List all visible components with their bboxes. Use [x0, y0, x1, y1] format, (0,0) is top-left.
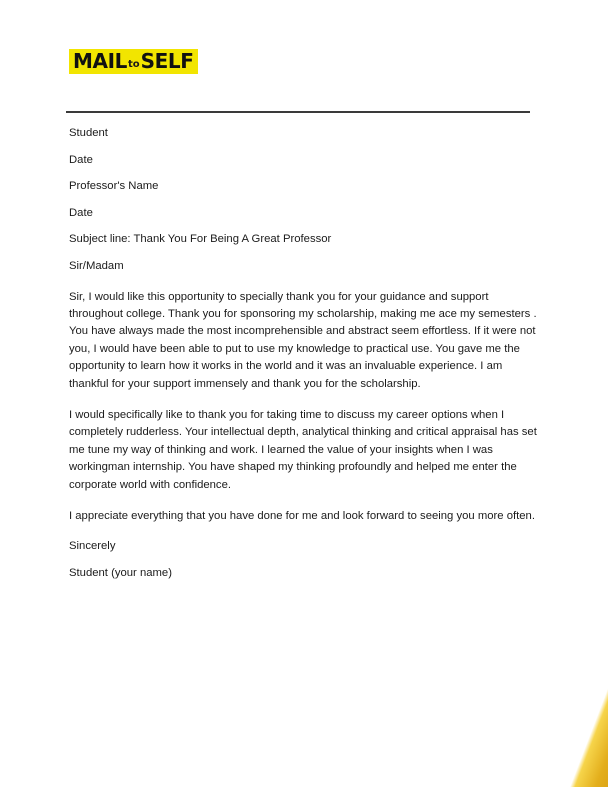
brand-word-self: SELF	[140, 48, 194, 73]
brand-logo	[69, 49, 198, 73]
gold-wedge-shape	[555, 677, 608, 787]
letter-recipient-date: Date	[69, 206, 93, 219]
letter-subject-line: Subject line: Thank You For Being A Great Professor	[69, 233, 332, 245]
letter-sender: Student	[69, 127, 108, 139]
letter-paragraph-2: I would specifically like to thank you for taking time to discuss my career options when I completely rudderless. Your intellectual depth, analytical thinking and critical appraisal has set me tune my way of thinking and work. I learned the value of your insights when I was workingman internship. You have shaped my thinking profoundly and helped me enter the corporate world with confidence.	[69, 408, 537, 491]
brand-word-to: to	[127, 58, 140, 70]
letter-sender-date: Date	[69, 153, 93, 166]
letter-paragraph-3: I appreciate everything that you have done for me and look forward to seeing you more often.	[69, 509, 535, 522]
letter-recipient-name: Professor's Name	[69, 180, 159, 192]
corner-wedge-decoration	[538, 677, 608, 787]
letter-body	[69, 126, 539, 592]
brand-word-mail: MAIL	[73, 48, 127, 73]
letter-closing: Sincerely	[69, 540, 116, 553]
letter-paragraph-1: Sir, I would like this opportunity to specially thank you for your guidance and support throughout college. Thank you for sponsoring my scholarship, making me ace my semesters . You have always made the most incomprehensible and abstract seem effortless. If it were not you, I would have been able to put to use my knowledge to practical use. You gave me the opportunity to learn how it works in the world and it was an invaluable experience. I am thankful for your support immensely and thank you for the scholarship.	[69, 290, 537, 390]
letter-salutation: Sir/Madam	[69, 259, 124, 272]
letter-signature: Student (your name)	[69, 566, 172, 579]
header-divider	[66, 111, 530, 113]
brand-highlight-band	[69, 49, 198, 74]
